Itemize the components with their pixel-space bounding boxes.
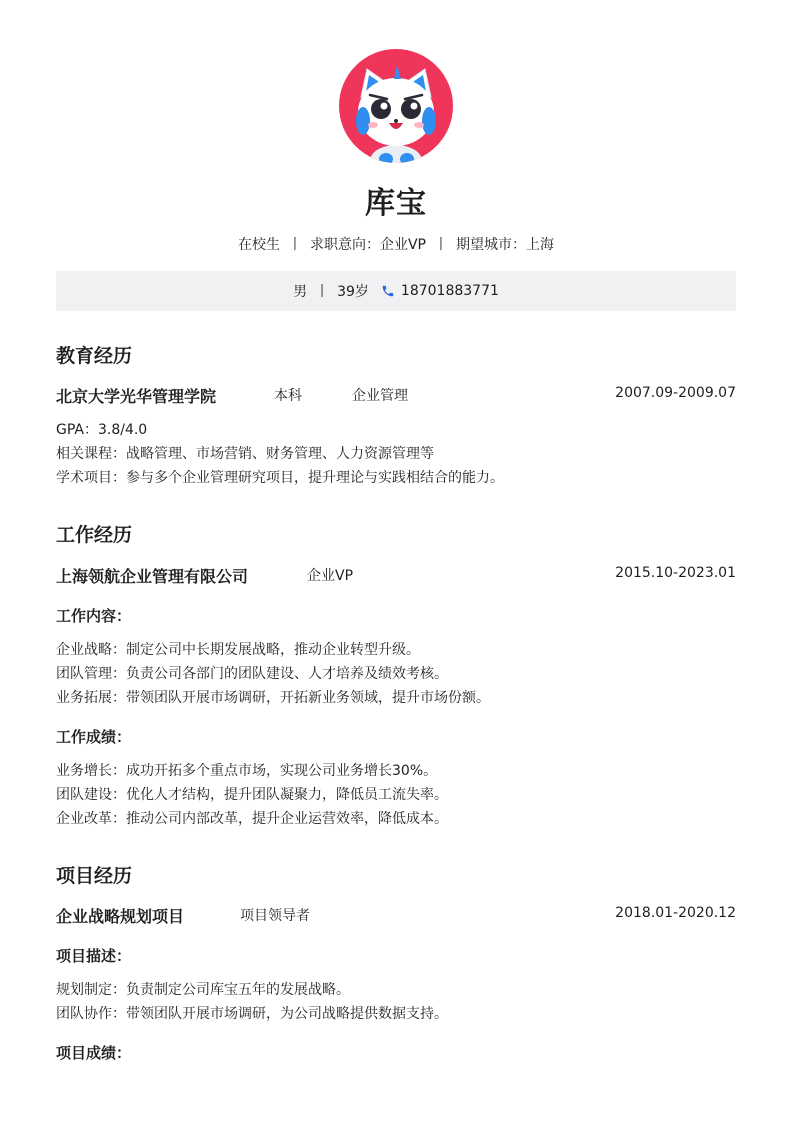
school-name: 北京大学光华管理学院 — [56, 387, 217, 406]
candidate-name: 库宝 — [365, 186, 427, 221]
work-section-title: 工作经历 — [56, 524, 133, 546]
education-header-row — [56, 384, 736, 406]
phone-number[interactable]: 18701883771 — [400, 283, 499, 299]
project-role: 项目领导者 — [240, 908, 310, 924]
project-name: 企业战略规划项目 — [56, 907, 185, 926]
avatar — [339, 49, 453, 163]
list-item: 规划制定：负责制定公司库宝五年的发展战略。 — [56, 982, 350, 998]
expected-city: 期望城市：上海 — [456, 237, 555, 253]
intent-line — [0, 234, 792, 254]
degree: 本科 — [274, 388, 302, 404]
project-header-row — [56, 904, 736, 926]
work-achievements — [56, 759, 736, 831]
work-content — [56, 638, 736, 710]
project-description-title: 项目描述： — [56, 947, 132, 965]
separator: 丨 — [287, 237, 302, 253]
phone-icon — [381, 284, 395, 298]
project-period: 2018.01-2020.12 — [615, 905, 736, 921]
list-item: 相关课程：战略管理、市场营销、财务管理、人力资源管理等 — [56, 446, 434, 462]
basic-info-bar — [56, 271, 736, 311]
position: 企业VP — [307, 568, 354, 584]
work-achievements-title: 工作成绩： — [56, 728, 132, 746]
list-item: 学术项目：参与多个企业管理研究项目，提升理论与实践相结合的能力。 — [56, 470, 504, 486]
cartoon-cat-avatar-icon — [339, 49, 453, 163]
major: 企业管理 — [352, 388, 408, 404]
list-item: 业务拓展：带领团队开展市场调研，开拓新业务领域，提升市场份额。 — [56, 690, 490, 706]
education-details — [56, 418, 736, 490]
age: 39岁 — [337, 284, 369, 300]
education-period: 2007.09-2009.07 — [615, 385, 736, 401]
education-section-title: 教育经历 — [56, 345, 133, 367]
list-item: 团队管理：负责公司各部门的团队建设、人才培养及绩效考核。 — [56, 666, 448, 682]
project-section-title: 项目经历 — [56, 865, 133, 887]
project-description — [56, 978, 736, 1026]
gender: 男 — [293, 284, 308, 300]
work-header-row — [56, 564, 736, 586]
company-name: 上海领航企业管理有限公司 — [56, 567, 249, 586]
job-intent: 求职意向：企业VP — [309, 237, 427, 253]
separator: 丨 — [434, 237, 449, 253]
list-item: 团队协作：带领团队开展市场调研，为公司战略提供数据支持。 — [56, 1006, 448, 1022]
list-item: 业务增长：成功开拓多个重点市场，实现公司业务增长30%。 — [56, 763, 438, 779]
work-period: 2015.10-2023.01 — [615, 565, 736, 581]
separator: 丨 — [315, 284, 330, 300]
list-item: 企业战略：制定公司中长期发展战略，推动企业转型升级。 — [56, 642, 420, 658]
work-content-title: 工作内容： — [56, 607, 132, 625]
list-item: 团队建设：优化人才结构，提升团队凝聚力，降低员工流失率。 — [56, 787, 448, 803]
project-achievements-title: 项目成绩： — [56, 1044, 132, 1062]
student-status: 在校生 — [237, 237, 280, 253]
list-item: 企业改革：推动公司内部改革，提升企业运营效率，降低成本。 — [56, 811, 448, 827]
list-item: GPA：3.8/4.0 — [56, 422, 148, 438]
